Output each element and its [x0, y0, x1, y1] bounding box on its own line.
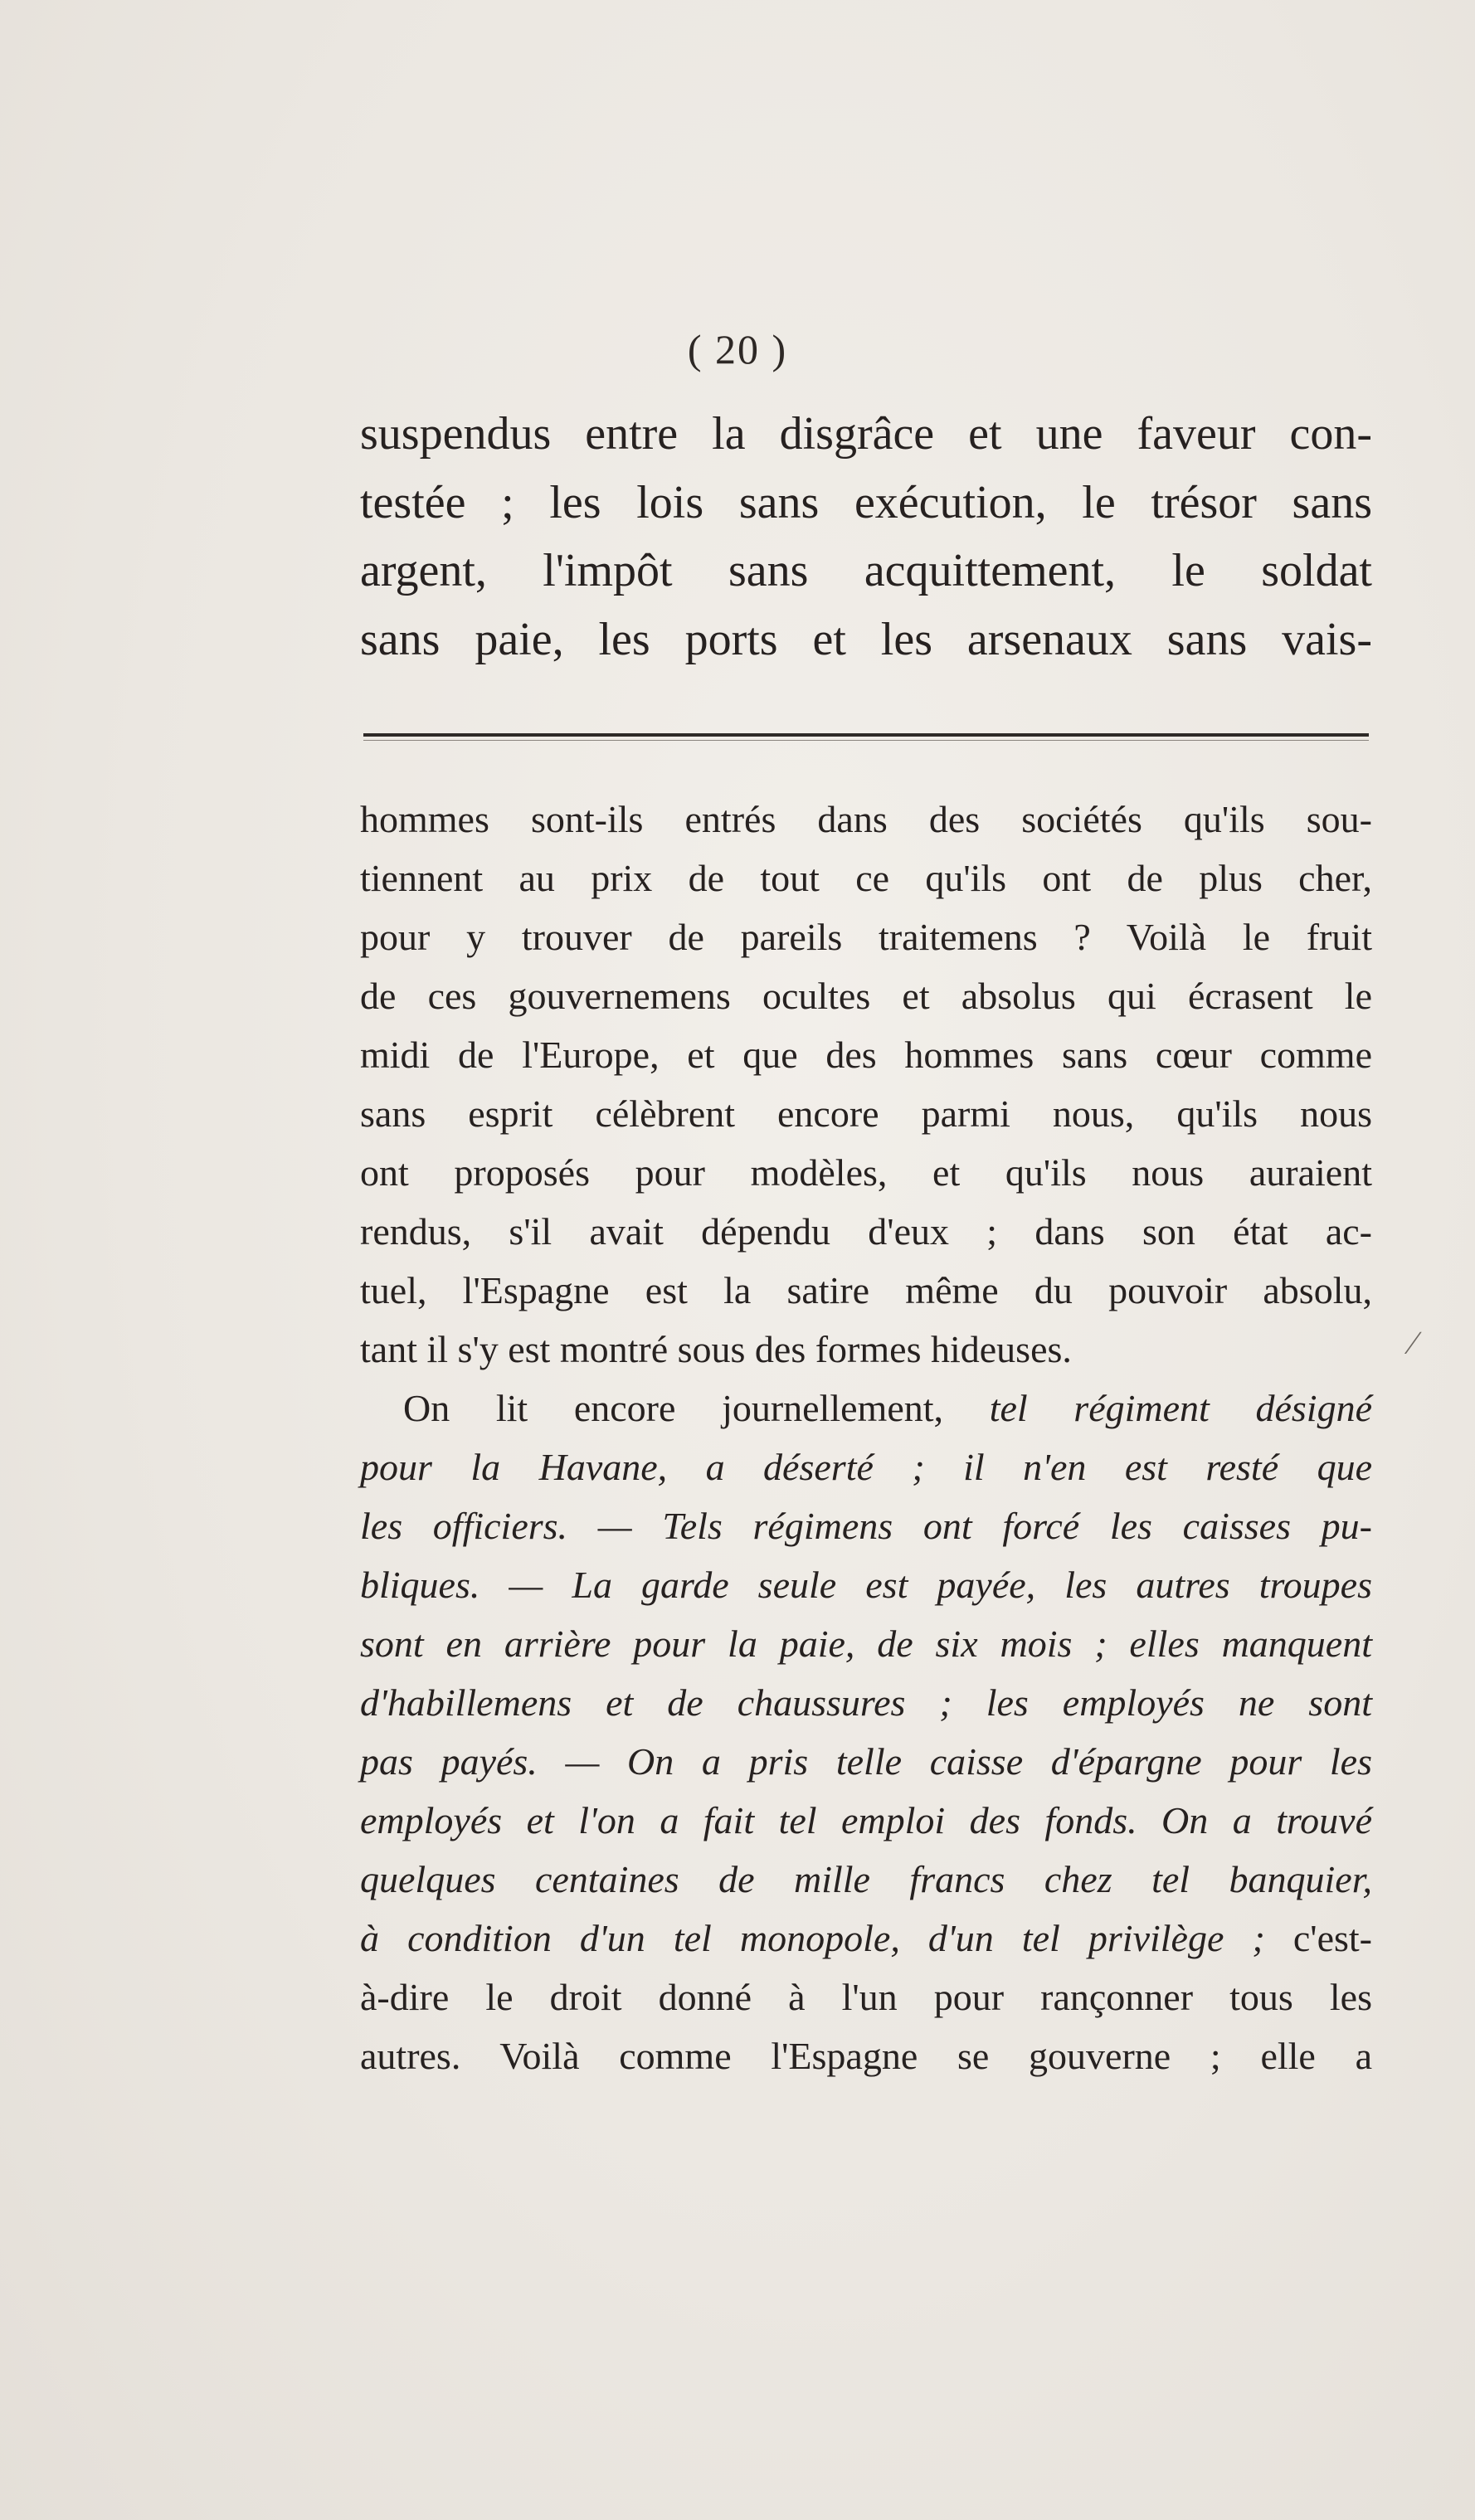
text-line: tiennent au prix de tout ce qu'ils ont de plus cher, — [360, 857, 1372, 899]
mixed-line — [360, 1909, 1372, 1968]
text-line: pas payés. — On a pris telle caisse d'épargne pour les — [360, 1740, 1372, 1783]
text-line: ont proposés pour modèles, et qu'ils nous auraient — [360, 1151, 1372, 1194]
text-line: sont en arrière pour la paie, de six mois ; elles manquent — [360, 1622, 1372, 1665]
margin-mark: ∕ — [1410, 1324, 1416, 1361]
text-italic: à condition d'un tel monopole, d'un tel privilège ; — [360, 1917, 1293, 1959]
upper-text-block — [360, 400, 1372, 674]
text-line: hommes sont-ils entrés dans des sociétés qu'ils sou- — [360, 798, 1372, 840]
text-line: rendus, s'il avait dépendu d'eux ; dans son état ac- — [360, 1210, 1372, 1253]
text-line: les officiers. — Tels régimens ont forcé les caisses pu- — [360, 1505, 1372, 1547]
text-line: autres. Voilà comme l'Espagne se gouverne ; elle a — [360, 2035, 1372, 2077]
text-line: à-dire le droit donné à l'un pour rançonner tous les — [360, 1976, 1372, 2018]
text-line: quelques centaines de mille francs chez tel banquier, — [360, 1858, 1372, 1900]
text-line: employés et l'on a fait tel emploi des fonds. On a trouvé — [360, 1799, 1372, 1841]
text-roman: On lit encore journellement, — [403, 1387, 990, 1429]
text-line: tant il s'y est montré sous des formes hideuses. — [360, 1328, 1072, 1370]
text-line: sans esprit célèbrent encore parmi nous, qu'ils nous — [360, 1092, 1372, 1135]
separator-rule-thin — [363, 740, 1369, 741]
text-line: pour y trouver de pareils traitemens ? Voilà le fruit — [360, 916, 1372, 958]
text-line: bliques. — La garde seule est payée, les autres troupes — [360, 1564, 1372, 1606]
text-line: d'habillemens et de chaussures ; les employés ne sont — [360, 1681, 1372, 1724]
text-line: tuel, l'Espagne est la satire même du pouvoir absolu, — [360, 1269, 1372, 1311]
page-number: ( 20 ) — [687, 326, 788, 372]
text-line: sans paie, les ports et les arsenaux sans vais- — [360, 613, 1372, 665]
separator-rule — [363, 733, 1369, 737]
text-line: suspendus entre la disgrâce et une faveur con- — [360, 408, 1372, 460]
text-line: midi de l'Europe, et que des hommes sans cœur comme — [360, 1034, 1372, 1076]
lower-text-block — [360, 790, 1372, 2085]
text-line: argent, l'impôt sans acquittement, le soldat — [360, 545, 1372, 596]
text-roman: c'est- — [1292, 1917, 1372, 1959]
text-line: testée ; les lois sans exécution, le trésor sans — [360, 476, 1372, 528]
paragraph-start-line — [360, 1379, 1372, 1438]
text-line: de ces gouvernemens ocultes et absolus qui écrasent le — [360, 975, 1372, 1017]
text-italic: tel régiment désigné — [989, 1387, 1372, 1429]
text-line: pour la Havane, a déserté ; il n'en est resté que — [360, 1446, 1372, 1488]
